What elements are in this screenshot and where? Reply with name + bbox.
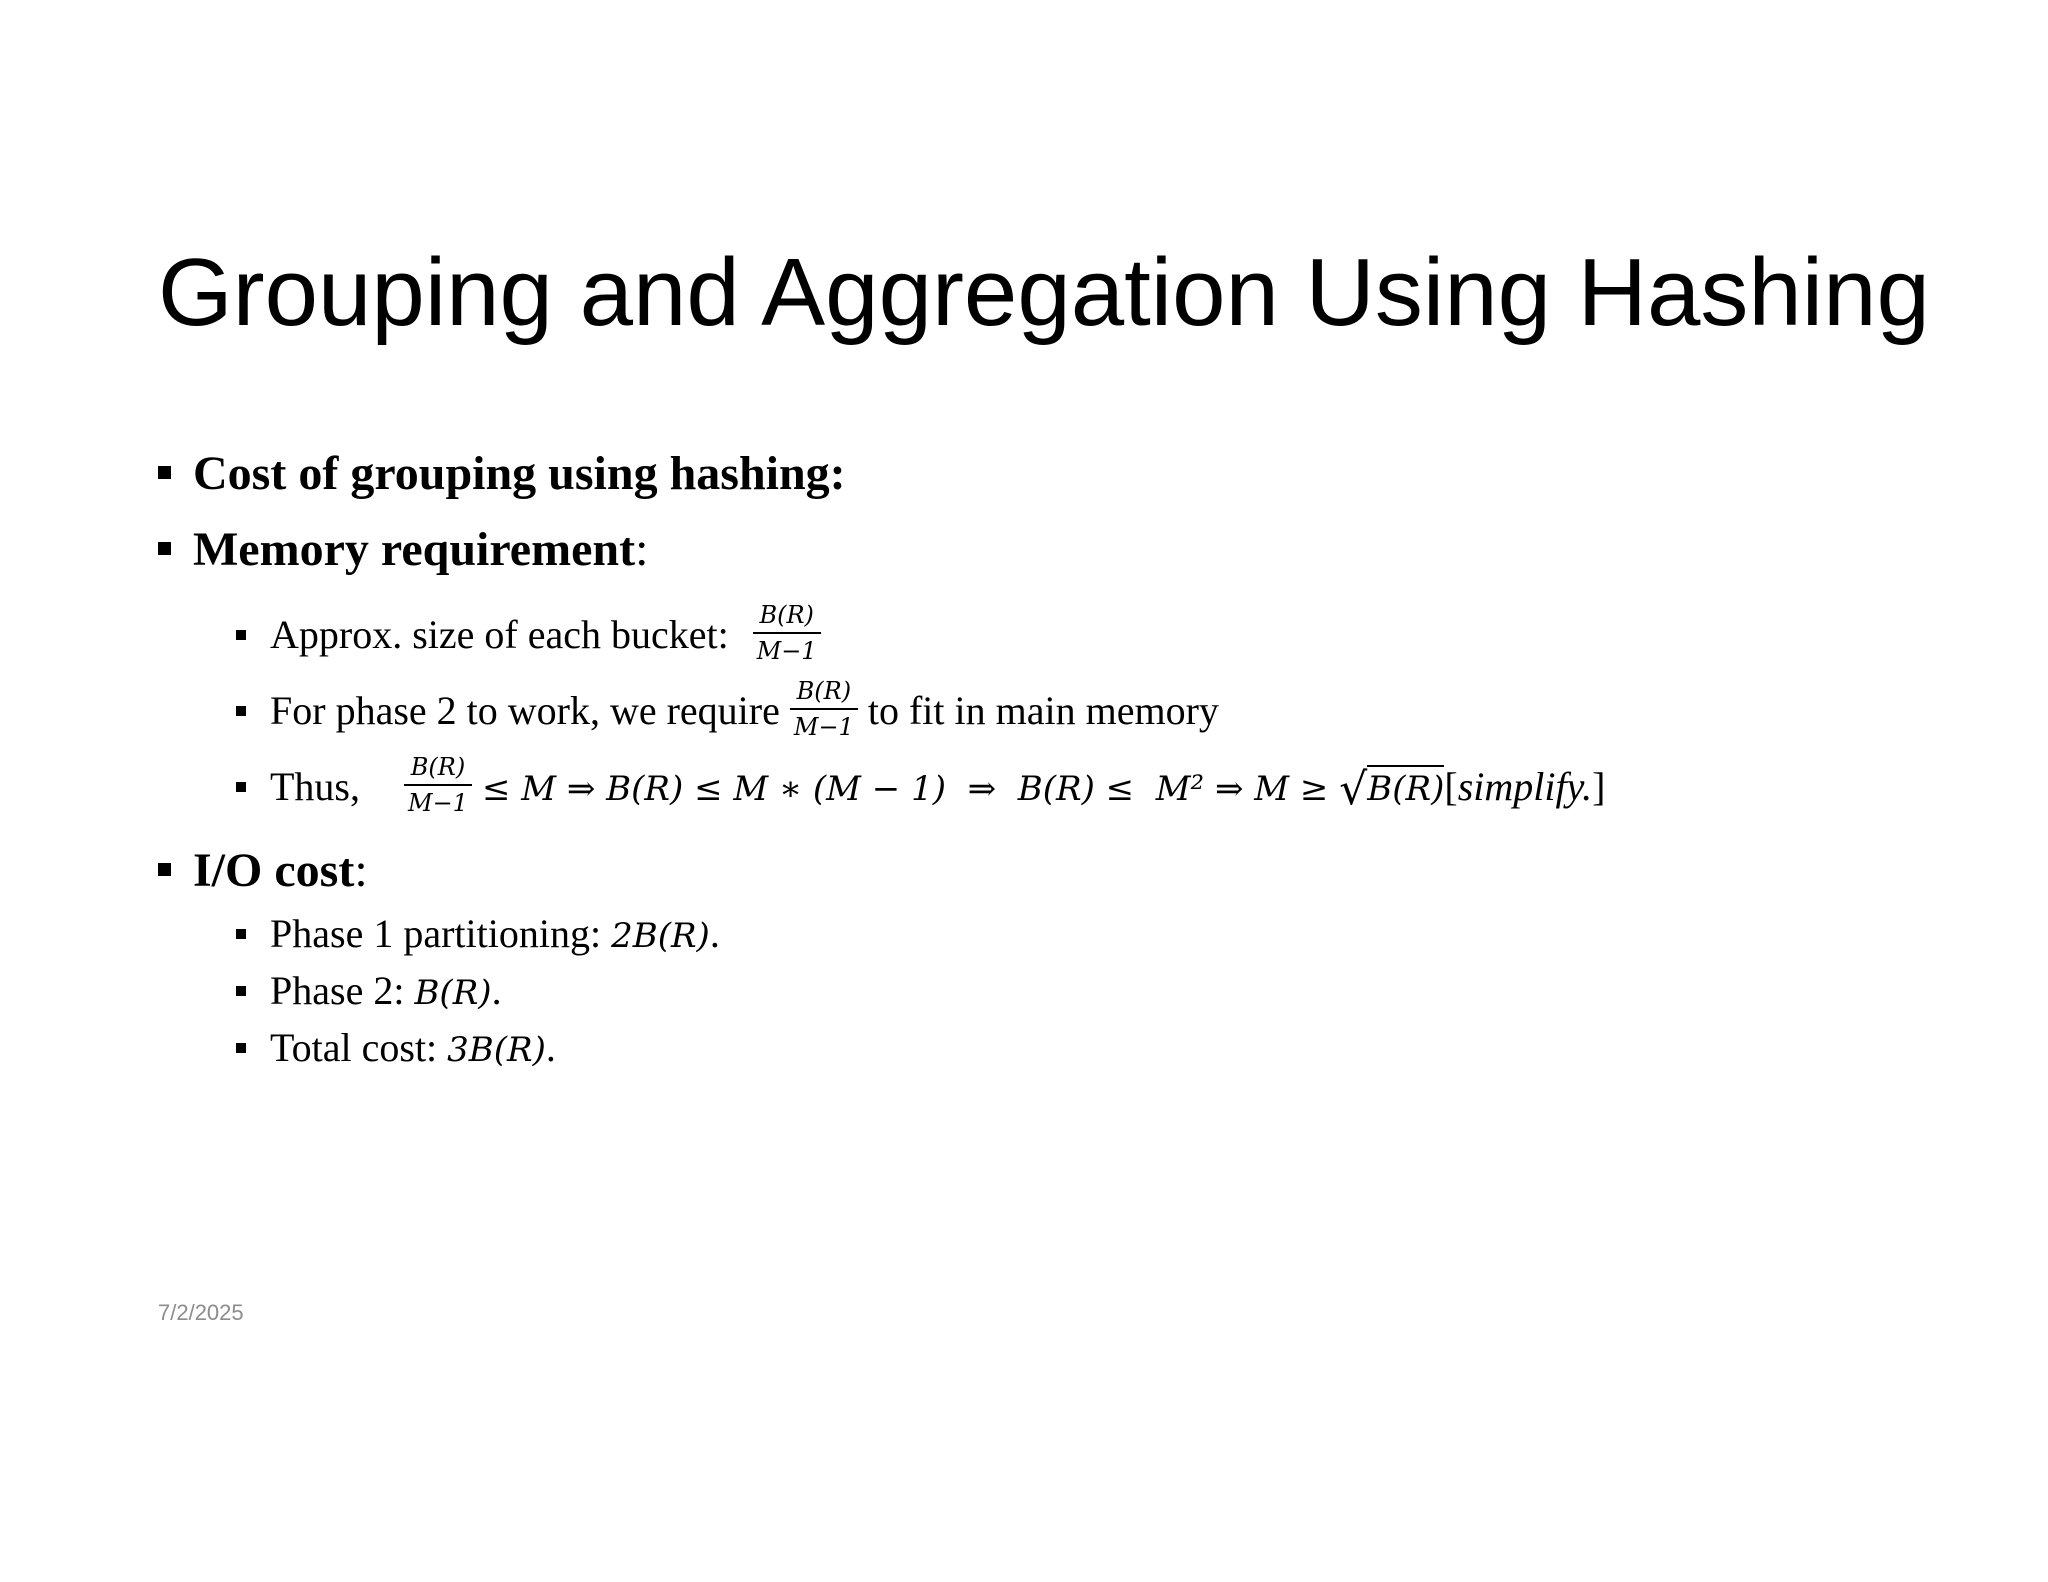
slide-title: Grouping and Aggregation Using Hashing (158, 239, 1930, 346)
fraction-denominator: M−1 (408, 789, 468, 817)
bullet-phase1-cost (236, 910, 720, 960)
simplify-note (1444, 764, 1605, 809)
radical-sign-icon: √ (1339, 764, 1368, 816)
total-math: 3B(R) (447, 1030, 546, 1070)
fraction-denominator: M−1 (756, 637, 817, 665)
fraction-numerator: B(R) (790, 676, 858, 710)
bucket-size-text: Approx. size of each bucket: (270, 612, 729, 658)
bullet-io-cost (158, 843, 368, 899)
sqrt-expression (1339, 762, 1445, 816)
square-bullet-icon (236, 929, 246, 939)
phase2-text: Phase 2: (270, 968, 415, 1013)
simplify-open: [ (1444, 764, 1458, 810)
footer-date: 7/2/2025 (158, 1300, 244, 1325)
bullet-cost (158, 446, 846, 502)
phase2-req-text-before: For phase 2 to work, we require (270, 688, 780, 734)
phase2-end: . (491, 968, 502, 1013)
square-bullet-icon (236, 1043, 246, 1053)
bullet-cost-label: Cost of grouping using hashing: (193, 447, 846, 500)
bullet-memory-colon: : (635, 523, 649, 576)
fraction-numerator: B(R) (404, 752, 472, 786)
phase1-end: . (709, 911, 720, 956)
bullet-bucket-size (236, 601, 821, 672)
total-text: Total cost: (270, 1025, 448, 1070)
square-bullet-icon (158, 466, 171, 479)
bullet-io-label: I/O cost (193, 844, 355, 897)
bullet-total-cost (236, 1024, 556, 1074)
bullet-thus (236, 753, 1606, 824)
thus-expression: ≤ M ⇒ B(R) ≤ M ∗ (M − 1) ⇒ B(R) ≤ M² ⇒ M ≥ (481, 769, 1340, 810)
phase2-req-fraction (790, 676, 858, 742)
fraction-numerator: B(R) (753, 600, 821, 634)
bucket-size-fraction (753, 600, 821, 666)
thus-text: Thus, (270, 764, 360, 810)
bullet-phase2-requirement (236, 677, 1219, 748)
square-bullet-icon (236, 782, 246, 792)
thus-fraction (404, 752, 472, 818)
simplify-italic: simplify. (1457, 764, 1593, 810)
bullet-io-colon: : (354, 844, 368, 897)
phase2-math: B(R) (414, 973, 492, 1013)
square-bullet-icon (158, 863, 171, 876)
phase1-text: Phase 1 partitioning: (270, 911, 612, 956)
sqrt-content: B(R) (1367, 765, 1444, 809)
square-bullet-icon (158, 542, 171, 555)
phase2-req-text-after: to fit in main memory (867, 688, 1219, 734)
bullet-memory (158, 522, 648, 578)
bullet-memory-label: Memory requirement (193, 523, 636, 576)
total-end: . (545, 1025, 556, 1070)
bullet-phase2-cost (236, 967, 502, 1017)
square-bullet-icon (236, 986, 246, 996)
square-bullet-icon (236, 706, 246, 716)
square-bullet-icon (236, 630, 246, 640)
simplify-close: ] (1592, 764, 1606, 810)
fraction-denominator: M−1 (793, 713, 854, 741)
phase1-math: 2B(R) (611, 916, 710, 956)
